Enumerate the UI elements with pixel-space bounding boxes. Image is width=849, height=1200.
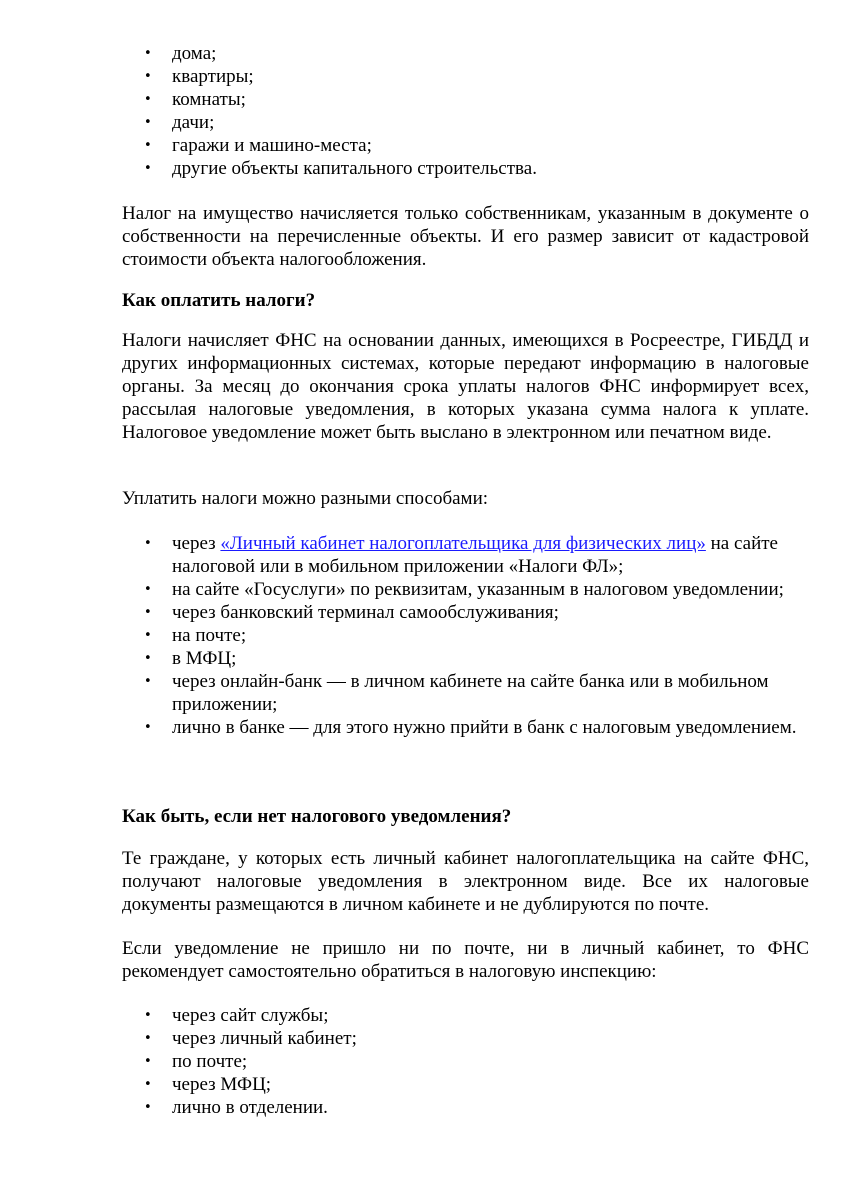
list-item (122, 532, 809, 578)
list-item-prefix: через (172, 533, 221, 554)
list-item: • комнаты; (122, 88, 809, 111)
paragraph-no-notice: Если уведомление не пришло ни по почте, ни в личный кабинет, то ФНС рекомендует самостоятельно обратиться в налоговую инспекцию: (122, 938, 809, 982)
list-item: • в МФЦ; (122, 647, 809, 670)
list-item: • через МФЦ; (122, 1073, 809, 1096)
list-item: • дома; (122, 42, 809, 65)
list-item: • через сайт службы; (122, 1004, 809, 1027)
list-item: • дачи; (122, 111, 809, 134)
paragraph-fns-charges: Налоги начисляет ФНС на основании данных, имеющихся в Росреестре, ГИБДД и других информационных системах, которые передают информацию в налоговые органы. За месяц до окончания срока уплаты налогов ФНС информирует всех, рассылая налоговые уведомления, в которых указана сумма налога к уплате. Налоговое уведомление может быть выслано в электронном или печатном виде. (122, 330, 809, 443)
list-item: • другие объекты капитального строительства. (122, 157, 809, 180)
list-item: • квартиры; (122, 65, 809, 88)
list-item-suffix: на сайте налоговой или в мобильном приложении «Налоги ФЛ»; (172, 533, 778, 577)
paragraph-ways-intro: Уплатить налоги можно разными способами: (122, 488, 489, 509)
personal-cabinet-link[interactable]: «Личный кабинет налогоплательщика для физических лиц» (220, 533, 706, 554)
list-item: • через личный кабинет; (122, 1027, 809, 1050)
list-item: • через онлайн-банк — в личном кабинете на сайте банка или в мобильном приложении; (122, 670, 809, 716)
list-item: • лично в банке — для этого нужно прийти в банк с налоговым уведомлением. (122, 716, 809, 739)
property-list (122, 42, 809, 180)
contact-methods-list (122, 1004, 809, 1119)
list-item: • через банковский терминал самообслуживания; (122, 601, 809, 624)
list-item: • на почте; (122, 624, 809, 647)
list-item: • на сайте «Госуслуги» по реквизитам, указанным в налоговом уведомлении; (122, 578, 809, 601)
list-item: • по почте; (122, 1050, 809, 1073)
heading-no-notice: Как быть, если нет налогового уведомления? (122, 806, 512, 827)
paragraph-property-tax: Налог на имущество начисляется только собственникам, указанным в документе о собственности на перечисленные объекты. И его размер зависит от кадастровой стоимости объекта налогообложения. (122, 203, 809, 270)
payment-methods-list (122, 532, 809, 739)
paragraph-online-cabinet: Те граждане, у которых есть личный кабинет налогоплательщика на сайте ФНС, получают налоговые уведомления в электронном виде. Все их налоговые документы размещаются в личном кабинете и не дублируются по почте. (122, 848, 809, 915)
heading-how-to-pay: Как оплатить налоги? (122, 290, 316, 311)
list-item: • лично в отделении. (122, 1096, 809, 1119)
list-item: • гаражи и машино-места; (122, 134, 809, 157)
